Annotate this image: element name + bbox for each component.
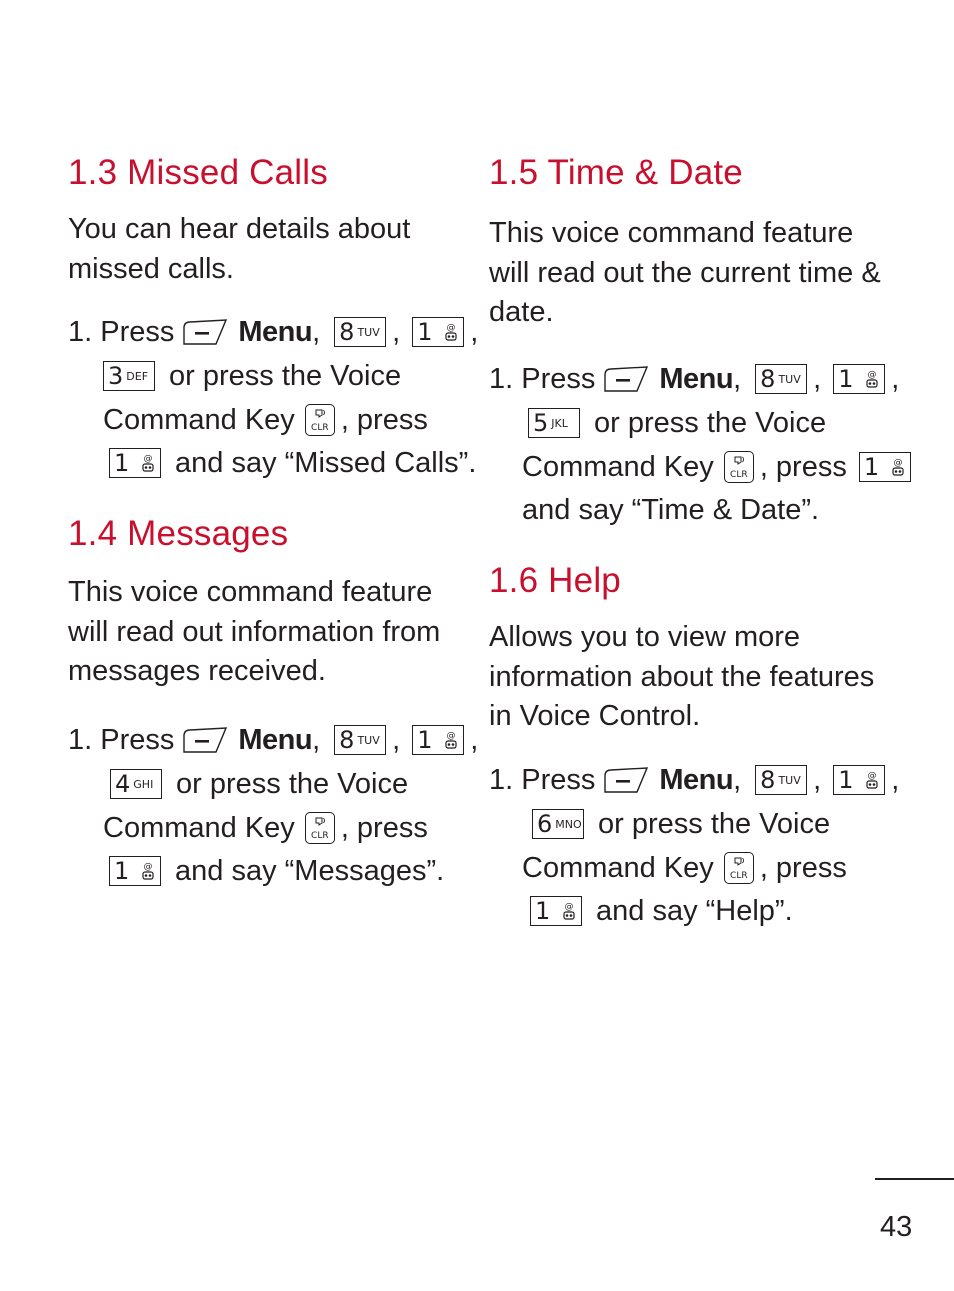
section-desc-line: Allows you to view more [489, 621, 801, 653]
step-prefix: 1. Press [68, 723, 175, 756]
step-instructions: 1. Press Menu , 8 TUV , 1 , 5 JKL or press the Voice Command Key CLR , press 1 and say “Time & Date”. [489, 357, 889, 537]
key-5-icon: 5 JKL [528, 408, 580, 438]
section-desc-line: missed calls. [68, 252, 234, 285]
command-key-text: Command Key [522, 851, 714, 884]
step-instructions: 1. Press Menu , 8 TUV , 1 , 3 DEF or press the Voice Command Key CLR , press 1 and say “Missed Calls”. [68, 315, 479, 479]
soft-key-icon [182, 318, 228, 346]
say-text: and say “Missed Calls”. [175, 446, 477, 479]
command-key-text: Command Key [522, 450, 714, 483]
menu-label: Menu [238, 723, 313, 756]
key-1-icon: 1 [109, 448, 161, 478]
or-text: or press the Voice [598, 807, 831, 840]
clr-key-icon: CLR [724, 852, 754, 884]
key-1-icon: 1 [530, 896, 582, 926]
menu-label: Menu [238, 315, 313, 348]
press-text: , press [340, 811, 428, 844]
section-messages [68, 514, 479, 887]
section-time-date [489, 153, 900, 526]
key-3-icon: 3 DEF [103, 361, 155, 391]
soft-key-icon [603, 365, 649, 393]
step-prefix: 1. Press [489, 763, 596, 796]
key-8-icon: 8 TUV [334, 317, 386, 347]
key-1-icon: 1 [833, 765, 885, 795]
or-text: or press the Voice [169, 359, 402, 392]
section-desc-line: This voice command feature [68, 576, 433, 608]
section-title: 1.5 Time & Date [489, 153, 743, 192]
section-title: 1.4 Messages [68, 514, 289, 553]
section-desc-line: will read out the current time & [489, 256, 881, 289]
section-title: 1.6 Help [489, 561, 621, 600]
key-8-icon: 8 TUV [755, 765, 807, 795]
footer-rule [875, 1178, 954, 1180]
press-text: , press [340, 403, 428, 436]
section-desc-line: in Voice Control. [489, 700, 701, 732]
press-text: , press [759, 851, 847, 884]
section-help [489, 561, 900, 927]
press-text: , press [759, 450, 847, 483]
key-1-icon: 1 [859, 452, 911, 482]
key-4-icon: 4 GHI [110, 769, 162, 799]
section-desc-line: This voice command feature [489, 217, 854, 249]
key-1-icon: 1 [109, 856, 161, 886]
say-text: and say “Time & Date”. [522, 493, 820, 526]
page-number: 43 [880, 1211, 913, 1243]
say-text: and say “Messages”. [175, 854, 445, 887]
section-title: 1.3 Missed Calls [68, 153, 328, 192]
soft-key-icon [603, 766, 649, 794]
say-text: and say “Help”. [596, 894, 793, 927]
or-text: or press the Voice [176, 767, 409, 800]
step-instructions: 1. Press Menu , 8 TUV , 1 , 4 GHI or press the Voice Command Key CLR , press 1 and say “Messages”. [68, 723, 479, 887]
key-8-icon: 8 TUV [755, 364, 807, 394]
section-desc-line: will read out information from [68, 615, 441, 648]
or-text: or press the Voice [594, 406, 827, 439]
section-desc-line: messages received. [68, 655, 326, 687]
clr-key-icon: CLR [305, 404, 335, 436]
key-1-icon: 1 [833, 364, 885, 394]
step-prefix: 1. Press [68, 315, 175, 348]
menu-label: Menu [659, 763, 734, 796]
command-key-text: Command Key [103, 811, 295, 844]
command-key-text: Command Key [103, 403, 295, 436]
section-desc-line: You can hear details about [68, 213, 411, 245]
key-6-icon: 6 MNO [532, 809, 584, 839]
menu-label: Menu [659, 362, 734, 395]
key-1-icon: 1 [412, 317, 464, 347]
soft-key-icon [182, 726, 228, 754]
clr-key-icon: CLR [724, 451, 754, 483]
section-missed-calls [68, 153, 479, 479]
key-8-icon: 8 TUV [334, 725, 386, 755]
step-prefix: 1. Press [489, 362, 596, 395]
section-desc-line: information about the features [489, 660, 875, 693]
section-desc-line: date. [489, 296, 554, 328]
key-1-icon: 1 [412, 725, 464, 755]
clr-key-icon: CLR [305, 812, 335, 844]
step-instructions: 1. Press Menu , 8 TUV , 1 , 6 MNO or press the Voice Command Key CLR , press 1 and say “Help”. [489, 763, 900, 927]
